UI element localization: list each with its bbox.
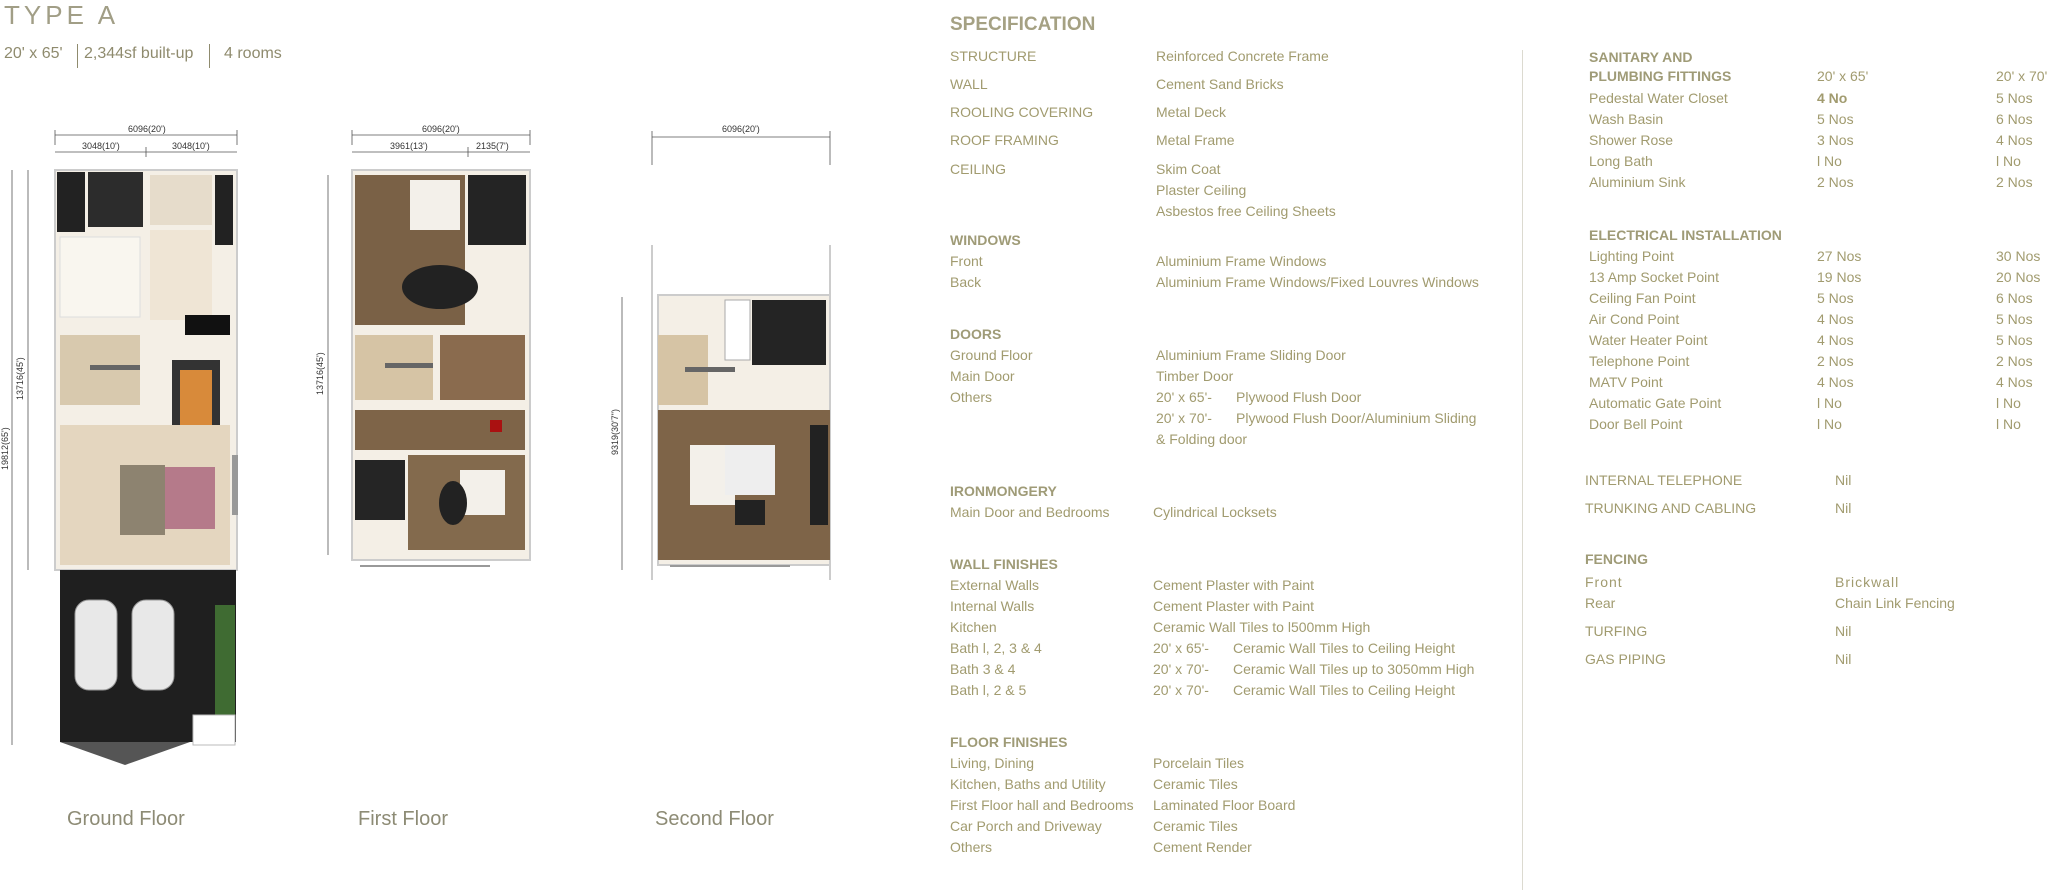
spec-count-65: 2 Nos [1817, 353, 1854, 369]
spec-label: Automatic Gate Point [1589, 395, 1722, 411]
header-separator [209, 44, 210, 68]
spec-title: SPECIFICATION [950, 14, 1096, 35]
spec-count-65: 19 Nos [1817, 269, 1862, 285]
spec-value: Nil [1835, 500, 1852, 516]
spec-value: Metal Frame [1156, 132, 1235, 148]
spec-value: Cement Plaster with Paint [1153, 577, 1315, 593]
wardrobe [810, 425, 828, 525]
spec-label: External Walls [950, 577, 1039, 593]
spec-label: STRUCTURE [950, 48, 1037, 64]
spec-label: Ground Floor [950, 347, 1033, 363]
spec-count-70: 30 Nos [1996, 248, 2041, 264]
dim-width: 6096(20') [422, 125, 460, 134]
spec-label: Wash Basin [1589, 111, 1664, 127]
spec-value: Chain Link Fencing [1835, 595, 1955, 611]
spec-type: 20' x 65'- [1156, 389, 1212, 405]
spec-label: Main Door and Bedrooms [950, 504, 1110, 520]
balcony-edge [360, 565, 490, 567]
spec-label: Back [950, 274, 982, 290]
dim-right: 3048(10') [172, 141, 210, 151]
bedroom-rug [402, 265, 478, 309]
spec-value: Plywood Flush Door/Aluminium Sliding [1236, 410, 1477, 426]
utility-room [150, 175, 212, 225]
spec-value: Ceramic Wall Tiles to Ceiling Height [1233, 640, 1455, 656]
windows-heading: WINDOWS [950, 232, 1021, 248]
ground-floor-label: Ground Floor [67, 808, 185, 830]
spec-label: ROOF FRAMING [950, 132, 1059, 148]
spec-label: ROOLING COVERING [950, 104, 1094, 120]
spec-value: Aluminium Frame Windows [1156, 253, 1327, 269]
stair-rail [385, 363, 433, 368]
spec-value: Ceramic Wall Tiles up to 3050mm High [1233, 661, 1475, 677]
spec-label: Front [950, 253, 983, 269]
spec-count-70: 5 Nos [1996, 332, 2033, 348]
dim-depth: 9319(30'7") [610, 409, 620, 455]
plumbing-heading: PLUMBING FITTINGS [1589, 68, 1732, 84]
spec-value: Ceramic Wall Tiles to Ceiling Height [1233, 682, 1455, 698]
spec-label: Bath l, 2 & 5 [950, 682, 1027, 698]
spec-count-65: 27 Nos [1817, 248, 1862, 264]
spec-value: Nil [1835, 472, 1852, 488]
spec-count-70: 6 Nos [1996, 111, 2033, 127]
car-icon [132, 600, 174, 690]
spec-count-70: 2 Nos [1996, 353, 2033, 369]
tv-console [232, 455, 238, 515]
spec-value: Skim Coat [1156, 161, 1221, 177]
car-icon [75, 600, 117, 690]
spec-count-65: 5 Nos [1817, 290, 1854, 306]
spec-label: Bath 3 & 4 [950, 661, 1016, 677]
spec-label: INTERNAL TELEPHONE [1585, 472, 1743, 488]
built-up-area: 2,344sf built-up [84, 45, 194, 62]
balcony-edge [670, 565, 790, 567]
dim-width: 6096(20') [128, 125, 166, 134]
spec-count-70: 4 Nos [1996, 374, 2033, 390]
spec-label: Shower Rose [1589, 132, 1674, 148]
column-header-70: 20' x 70' [1996, 68, 2048, 84]
column-divider [1522, 50, 1523, 890]
second-floor-label: Second Floor [655, 808, 774, 830]
armchair [735, 500, 765, 525]
spec-count-65: l No [1817, 416, 1842, 432]
spec-label: Internal Walls [950, 598, 1035, 614]
wall-finishes-heading: WALL FINISHES [950, 556, 1058, 572]
family-hall [440, 335, 525, 400]
spec-value: Brickwall [1835, 574, 1900, 590]
ground-floor-plan [0, 125, 250, 775]
spec-count-65: 4 No [1817, 90, 1848, 106]
kitchen-counter [215, 175, 233, 245]
spec-value: Aluminium Frame Windows/Fixed Louvres Windows [1156, 274, 1479, 290]
spec-value: Timber Door [1156, 368, 1234, 384]
spec-label: Kitchen [950, 619, 997, 635]
driveway-ramp [60, 742, 190, 765]
fencing-heading: FENCING [1585, 551, 1648, 567]
stair-rail [685, 367, 735, 372]
first-floor-label: First Floor [358, 808, 448, 830]
bathroom [752, 300, 826, 365]
spec-value: Ceramic Tiles [1153, 776, 1238, 792]
spec-label: Front [1585, 574, 1623, 590]
spec-value: Porcelain Tiles [1153, 755, 1245, 771]
spec-count-65: 4 Nos [1817, 311, 1854, 327]
spec-value: Ceramic Tiles [1153, 818, 1238, 834]
spec-label: Door Bell Point [1589, 416, 1683, 432]
spec-count-70: 6 Nos [1996, 290, 2033, 306]
spec-label: GAS PIPING [1585, 651, 1666, 667]
dim-depth: 13716(45') [315, 352, 325, 395]
spec-value: Cement Render [1153, 839, 1252, 855]
spec-value: Reinforced Concrete Frame [1156, 48, 1329, 64]
spec-count-70: 5 Nos [1996, 90, 2033, 106]
spec-label: Others [950, 389, 993, 405]
spec-type: 20' x 65'- [1153, 640, 1209, 656]
spec-label: Water Heater Point [1589, 332, 1708, 348]
kitchen [150, 230, 212, 320]
spec-label: TRUNKING AND CABLING [1585, 500, 1757, 516]
stair-void [57, 172, 85, 232]
bathroom [88, 172, 143, 227]
spec-value: Aluminium Frame Sliding Door [1156, 347, 1346, 363]
bed [460, 470, 505, 515]
sanitary-heading: SANITARY AND [1589, 49, 1693, 65]
spec-value: Plywood Flush Door [1236, 389, 1362, 405]
spec-count-70: 2 Nos [1996, 174, 2033, 190]
bathtub [725, 300, 750, 360]
spec-count-65: l No [1817, 395, 1842, 411]
spec-count-65: l No [1817, 153, 1842, 169]
spec-count-65: 4 Nos [1817, 332, 1854, 348]
spec-value: Cement Sand Bricks [1156, 76, 1284, 92]
spec-value: & Folding door [1156, 431, 1248, 447]
lot-size: 20' x 65' [4, 45, 63, 62]
spec-count-70: l No [1996, 395, 2021, 411]
first-floor-plan [300, 125, 550, 595]
spec-label: Bath l, 2, 3 & 4 [950, 640, 1042, 656]
spec-label: Car Porch and Driveway [950, 818, 1102, 834]
dim-right: 2135(7') [476, 141, 509, 151]
spec-label: Telephone Point [1589, 353, 1690, 369]
header-separator [77, 44, 78, 68]
dim-total: 19812(65') [0, 427, 10, 470]
gate-post [193, 715, 235, 745]
bedroom-rug [439, 481, 467, 525]
spec-value: Plaster Ceiling [1156, 182, 1247, 198]
spec-count-70: 4 Nos [1996, 132, 2033, 148]
room-count: 4 rooms [224, 45, 282, 62]
electrical-heading: ELECTRICAL INSTALLATION [1589, 227, 1782, 243]
spec-label: Lighting Point [1589, 248, 1674, 264]
spec-label: 13 Amp Socket Point [1589, 269, 1719, 285]
bedroom-rug [725, 445, 775, 495]
spec-value: Ceramic Wall Tiles to l500mm High [1153, 619, 1371, 635]
ironmongery-heading: IRONMONGERY [950, 483, 1057, 499]
spec-label: CEILING [950, 161, 1007, 177]
spec-value: Cylindrical Locksets [1153, 504, 1277, 520]
spec-label: Air Cond Point [1589, 311, 1680, 327]
dim-depth: 13716(45') [15, 357, 25, 400]
bathroom [355, 460, 405, 520]
column-header-65: 20' x 65' [1817, 68, 1869, 84]
stair-rail [90, 365, 140, 370]
spec-label: Aluminium Sink [1589, 174, 1686, 190]
kitchen-island [185, 315, 230, 335]
spec-label: WALL [950, 76, 988, 92]
sofa [120, 465, 165, 535]
spec-count-70: 5 Nos [1996, 311, 2033, 327]
spec-label: Living, Dining [950, 755, 1035, 771]
dim-left: 3961(13') [390, 141, 428, 151]
spec-count-65: 3 Nos [1817, 132, 1854, 148]
floor-finishes-heading: FLOOR FINISHES [950, 734, 1068, 750]
spec-label: Pedestal Water Closet [1589, 90, 1728, 106]
bed [410, 180, 460, 230]
guest-room [60, 237, 140, 317]
spec-label: Main Door [950, 368, 1015, 384]
spec-value: Cement Plaster with Paint [1153, 598, 1315, 614]
spec-count-70: 20 Nos [1996, 269, 2041, 285]
spec-value: Asbestos free Ceiling Sheets [1156, 203, 1336, 219]
garden-strip [215, 605, 235, 715]
spec-value: Nil [1835, 623, 1852, 639]
spec-label: TURFING [1585, 623, 1648, 639]
dim-left: 3048(10') [82, 141, 120, 151]
spec-count-65: 2 Nos [1817, 174, 1854, 190]
spec-label: Others [950, 839, 993, 855]
spec-label: Rear [1585, 595, 1616, 611]
spec-count-65: 5 Nos [1817, 111, 1854, 127]
spec-count-70: l No [1996, 153, 2021, 169]
spec-value: Nil [1835, 651, 1852, 667]
spec-type: 20' x 70'- [1153, 682, 1209, 698]
type-title: TYPE A [4, 0, 120, 30]
second-floor-plan [600, 125, 850, 595]
spec-count-70: l No [1996, 416, 2021, 432]
armchair [490, 420, 502, 432]
spec-label: Ceiling Fan Point [1589, 290, 1696, 306]
dim-width: 6096(20') [722, 125, 760, 134]
spec-label: MATV Point [1589, 374, 1663, 390]
spec-type: 20' x 70'- [1153, 661, 1209, 677]
spec-type: 20' x 70'- [1156, 410, 1212, 426]
doors-heading: DOORS [950, 326, 1002, 342]
master-bath [468, 175, 526, 245]
spec-value: Laminated Floor Board [1153, 797, 1296, 813]
spec-label: Kitchen, Baths and Utility [950, 776, 1106, 792]
spec-count-65: 4 Nos [1817, 374, 1854, 390]
spec-label: Long Bath [1589, 153, 1653, 169]
spec-label: First Floor hall and Bedrooms [950, 797, 1134, 813]
spec-value: Metal Deck [1156, 104, 1227, 120]
